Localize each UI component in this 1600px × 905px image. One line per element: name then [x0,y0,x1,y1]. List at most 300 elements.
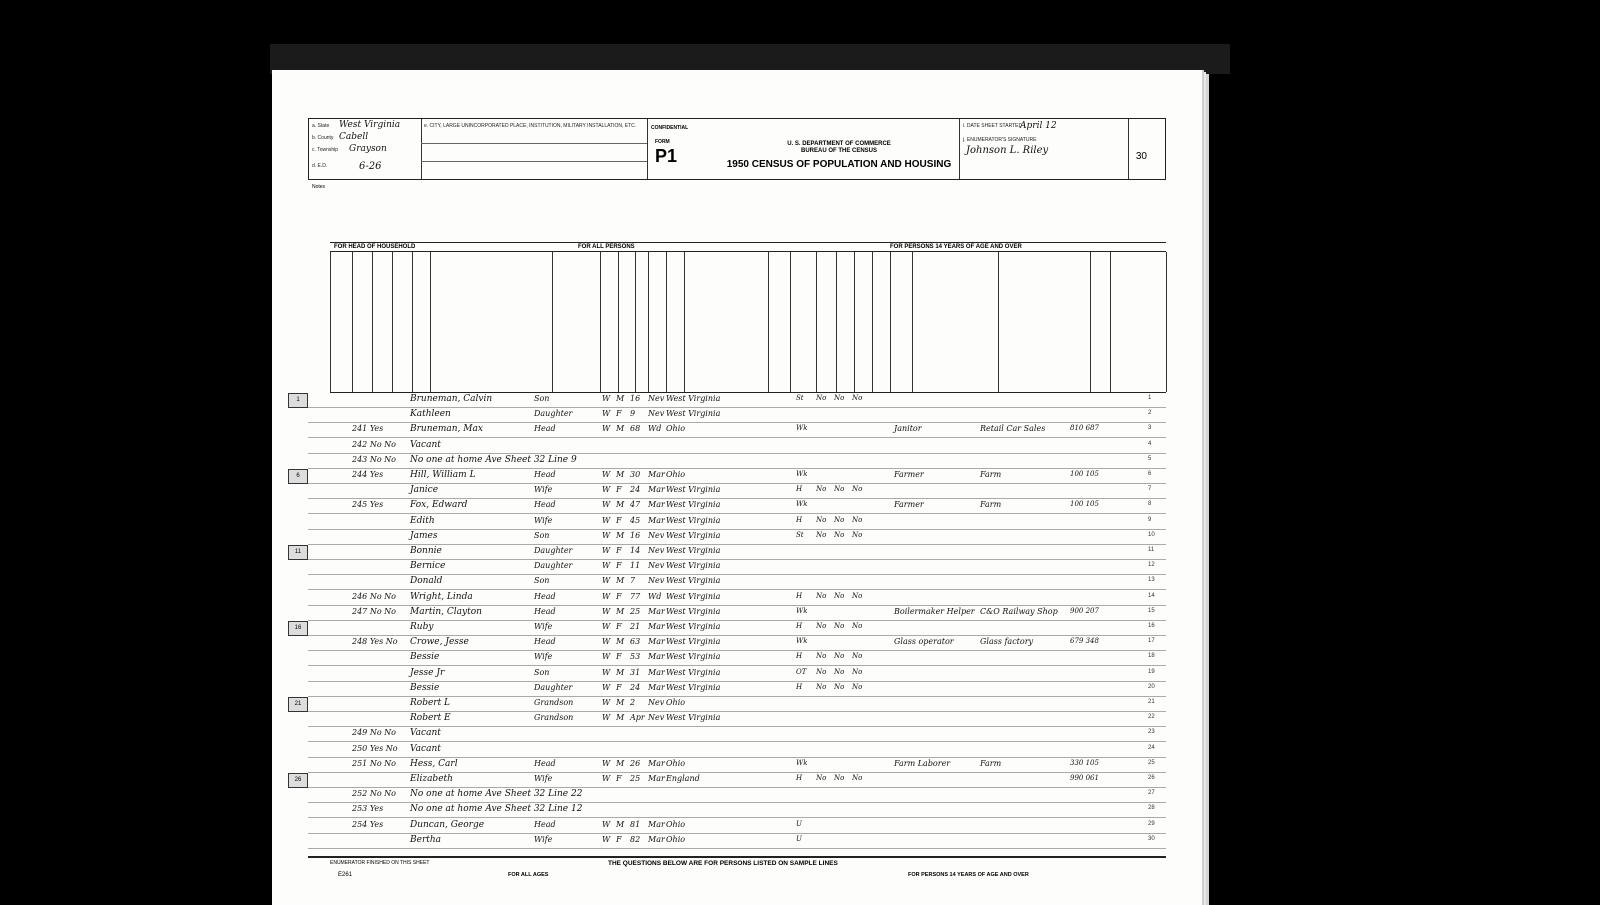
cell-race: W [602,546,611,555]
cell-sex: F [616,485,622,495]
cell-age: 16 [630,530,641,540]
cell-s: No [816,485,827,494]
line-number: 23 [1148,729,1155,736]
cell-w: H [796,622,803,630]
cell-sex: F [616,515,622,525]
cell-s: No [816,667,827,676]
cell-age: 16 [630,394,641,403]
cell-rel: Head [534,637,556,647]
cell-age: 14 [630,546,641,555]
cell-name: Wright, Linda [410,591,473,602]
cell-occ: Glass operator [894,637,954,647]
cell-mar: Nev [648,530,665,540]
cell-age: 30 [630,470,641,479]
cell-mar: Nev [648,713,665,723]
cell-mar: Nev [648,409,665,419]
cell-w: Wk [796,500,808,509]
cell-mar: Mar [648,485,665,495]
cell-u: No [852,515,863,524]
cell-mar: Mar [648,667,665,677]
cell-ind: Retail Car Sales [980,424,1046,434]
cell-mar: Nev [648,576,665,586]
notes-label: Notes [312,184,326,190]
cell-w: H [796,652,803,661]
cell-house: 248 Yes No [352,637,398,647]
line-number: 10 [1148,531,1155,538]
cell-u: No [852,667,863,676]
cell-name: Bertha [410,834,442,845]
cell-w: H [796,682,803,691]
cell-birth: West Virginia [666,530,721,540]
table-row [308,408,1166,423]
cell-name: Kathleen [410,409,451,420]
cell-w: Wk [796,606,808,615]
cell-name: Crowe, Jesse [410,637,469,648]
cell-age: 63 [630,637,641,647]
cell-birth: West Virginia [666,652,721,662]
cell-race: W [602,470,611,479]
location-block: a. State West Virginia b. County Cabell c. Township Grayson d. E.D. 6-26 [309,119,422,179]
cell-sex: M [616,667,625,677]
cell-rel: Head [534,470,556,479]
cell-race: W [602,515,611,525]
cell-sex: F [616,682,622,692]
sample-line-marker: 26 [288,773,308,788]
footer-title: THE QUESTIONS BELOW ARE FOR PERSONS LISTED ON SAMPLE LINES [608,860,838,867]
cell-sex: M [616,606,625,616]
cell-name: Vacant [410,743,441,754]
cell-birth: Ohio [666,834,686,844]
cell-birth: Ohio [666,758,686,768]
footer-stamp: E261 [338,872,353,878]
line-number: 13 [1148,577,1155,584]
cell-sex: M [616,500,625,510]
table-row [308,834,1166,849]
cell-birth: West Virginia [666,637,721,647]
cell-sex: F [616,652,622,662]
cell-rel: Wife [534,652,553,662]
cell-name: No one at home Ave Sheet 32 Line 12 [410,804,583,815]
cell-code: 100 105 [1070,470,1099,478]
cell-w: Wk [796,637,808,646]
line-number: 27 [1148,790,1155,797]
cell-occ: Farm Laborer [894,758,951,768]
cell-race: W [602,591,611,601]
line-number: 21 [1148,699,1155,705]
cell-race: W [602,424,611,434]
table-row [308,712,1166,727]
cell-race: W [602,652,611,662]
line-number: 2 [1148,410,1152,417]
cell-s: No [816,394,827,402]
cell-house: 251 No No [352,758,396,768]
cell-t: No [834,591,845,600]
cell-sex: F [616,546,622,555]
cell-rel: Head [534,819,556,829]
cell-house: 243 No No [352,454,396,464]
cell-w: Wk [796,470,808,478]
cell-rel: Wife [534,834,553,844]
table-row [294,545,1166,560]
line-number: 6 [1148,471,1152,477]
line-number: 12 [1148,562,1155,569]
table-row [308,651,1166,666]
cell-house: 241 Yes [352,424,384,434]
cell-rel: Wife [534,515,553,525]
enumerator-signature: Johnson L. Riley [966,145,1049,156]
cell-race: W [602,530,611,540]
cell-birth: West Virginia [666,500,721,510]
column-headers [330,252,1166,393]
cell-name: Janice [410,485,439,496]
cell-rel: Daughter [534,682,573,692]
table-row [308,788,1166,803]
cell-mar: Mar [648,606,665,616]
line-number: 18 [1148,653,1155,660]
cell-rel: Son [534,576,550,586]
cell-mar: Mar [648,652,665,662]
footer-left-label: ENUMERATOR FINISHED ON THIS SHEET [330,860,430,866]
cell-rel: Head [534,606,556,616]
cell-s: No [816,652,827,661]
line-number: 15 [1148,607,1155,614]
cell-rel: Son [534,394,550,403]
cell-u: No [852,394,863,402]
cell-sex: M [616,713,625,723]
cell-birth: West Virginia [666,591,721,601]
cell-ind: Glass factory [980,637,1034,647]
table-row [308,758,1166,773]
cell-sex: M [616,637,625,647]
cell-birth: West Virginia [666,515,721,525]
cell-age: 82 [630,834,641,844]
state-value: West Virginia [339,120,401,130]
cell-birth: West Virginia [666,561,721,571]
cell-birth: West Virginia [666,546,721,555]
table-row [308,560,1166,575]
cell-w: St [796,394,804,402]
cell-race: W [602,637,611,647]
table-row [294,697,1166,712]
cell-race: W [602,576,611,586]
cell-age: 7 [630,576,636,586]
cell-race: W [602,622,611,631]
cell-age: 68 [630,424,641,434]
sample-section [308,856,1166,905]
cell-mar: Mar [648,774,665,783]
cell-race: W [602,682,611,692]
cell-mar: Mar [648,500,665,510]
cell-s: No [816,591,827,600]
table-row [308,803,1166,818]
cell-name: Duncan, George [410,819,485,830]
cell-house: 253 Yes [352,804,384,814]
cell-age: 2 [630,698,636,707]
cell-sex: M [616,424,625,434]
cell-mar: Nev [648,561,665,571]
cell-mar: Mar [648,758,665,768]
cell-sex: F [616,834,622,844]
cell-t: No [834,622,845,630]
cell-house: 244 Yes [352,470,384,479]
cell-age: 11 [630,561,641,571]
table-row [308,454,1166,469]
cell-age: 53 [630,652,641,662]
cell-sex: F [616,409,622,419]
band-head: FOR HEAD OF HOUSEHOLD [334,244,416,250]
cell-sex: F [616,561,622,571]
table-row [294,773,1166,788]
cell-ind: Farm [980,500,1002,510]
date-value: April 12 [1020,121,1057,131]
cell-t: No [834,515,845,524]
line-number: 19 [1148,668,1155,675]
table-row [296,393,1166,408]
cell-house: 242 No No [352,439,396,449]
cell-rel: Head [534,424,556,434]
cell-age: 25 [630,606,641,616]
cell-race: W [602,606,611,616]
cell-t: No [834,652,845,661]
sample-line-marker: 16 [288,621,308,636]
table-row [308,682,1166,697]
column-band [330,242,1166,252]
line-number: 8 [1148,501,1152,508]
cell-race: W [602,409,611,419]
cell-mar: Nev [648,394,665,403]
line-number: 4 [1148,440,1152,447]
cell-mar: Mar [648,819,665,829]
cell-ind: Farm [980,470,1002,479]
sample-line-marker: 21 [288,697,308,712]
cell-name: Bruneman, Calvin [410,394,493,404]
cell-house: 245 Yes [352,500,384,510]
cell-age: 77 [630,591,641,601]
cell-rel: Daughter [534,546,573,555]
cell-u: No [852,485,863,494]
cell-mar: Wd [648,424,662,434]
cell-code: 330 105 [1070,758,1099,767]
cell-sex: M [616,576,625,586]
cell-age: 24 [630,485,641,495]
line-number: 29 [1148,820,1155,827]
cell-sex: M [616,819,625,829]
table-row [308,636,1166,651]
sample-line-marker: 6 [288,469,308,484]
line-number: 24 [1148,744,1155,751]
cell-race: W [602,698,611,707]
cell-birth: West Virginia [666,622,721,631]
cell-race: W [602,713,611,723]
sample-line-marker: 11 [288,545,308,560]
line-number: 30 [1148,835,1155,842]
cell-u: No [852,774,863,782]
cell-name: Vacant [410,439,441,450]
form-code: P1 [655,146,678,166]
cell-rel: Daughter [534,409,573,419]
cell-w: Wk [796,758,808,767]
cell-name: Robert E [410,713,451,724]
cell-rel: Son [534,530,550,540]
cell-t: No [834,682,845,691]
cell-sex: M [616,394,625,403]
form-title: 1950 CENSUS OF POPULATION AND HOUSING [726,159,952,170]
cell-name: Hess, Carl [410,758,458,769]
footer-all-ages: FOR ALL AGES [508,872,549,878]
table-row [308,515,1166,530]
cell-house: 246 No No [352,591,396,601]
cell-name: Fox, Edward [410,500,468,511]
cell-name: Hill, William L [410,470,476,480]
cell-s: No [816,515,827,524]
cell-w: H [796,515,803,524]
cell-race: W [602,500,611,510]
cell-mar: Nev [648,546,665,555]
cell-u: No [852,622,863,630]
cell-race: W [602,485,611,495]
cell-t: No [834,667,845,676]
cell-rel: Head [534,758,556,768]
table-row [308,727,1166,742]
table-row [308,575,1166,590]
cell-mar: Mar [648,682,665,692]
cell-age: 81 [630,819,641,829]
cell-name: No one at home Ave Sheet 32 Line 22 [410,789,583,800]
county-value: Cabell [339,132,369,142]
footer-age-14: FOR PERSONS 14 YEARS OF AGE AND OVER [908,872,1029,878]
table-row [308,499,1166,514]
cell-s: No [816,530,827,539]
line-number: 28 [1148,805,1155,812]
table-row [308,667,1166,682]
cell-ind: Farm [980,758,1002,768]
cell-race: W [602,774,611,783]
cell-age: 25 [630,774,641,783]
cell-code: 810 687 [1070,424,1099,433]
census-rows [294,393,1166,853]
cell-code: 100 105 [1070,500,1099,509]
cell-u: No [852,591,863,600]
table-row [308,606,1166,621]
census-sheet [272,70,1202,905]
cell-s: No [816,682,827,691]
cell-race: W [602,834,611,844]
cell-birth: West Virginia [666,682,721,692]
cell-birth: Ohio [666,819,686,829]
cell-name: Elizabeth [410,774,453,784]
cell-occ: Boilermaker Helper [894,606,975,616]
cell-w: U [796,834,802,843]
cell-birth: West Virginia [666,667,721,677]
line-number: 1 [1148,395,1152,401]
cell-birth: West Virginia [666,576,721,586]
cell-code: 900 207 [1070,606,1099,615]
cell-w: U [796,819,802,828]
cell-rel: Head [534,591,556,601]
cell-code: 679 348 [1070,637,1099,646]
cell-race: W [602,394,611,403]
cell-name: Edith [410,515,435,526]
cell-rel: Head [534,500,556,510]
cell-rel: Daughter [534,561,573,571]
cell-birth: Ohio [666,470,686,479]
table-row [296,469,1166,484]
table-row [308,423,1166,438]
form-header [308,118,1166,180]
cell-occ: Janitor [894,424,922,434]
line-number: 22 [1148,714,1155,721]
cell-house: 249 No No [352,728,396,738]
cell-birth: West Virginia [666,409,721,419]
cell-code: 990 061 [1070,774,1099,782]
cell-sex: F [616,774,622,783]
ed-value: 6-26 [359,161,382,172]
table-row [308,591,1166,606]
cell-sex: M [616,758,625,768]
cell-mar: Mar [648,834,665,844]
cell-w: Wk [796,424,808,433]
cell-age: Apr [630,713,645,723]
cell-birth: Ohio [666,424,686,434]
cell-race: W [602,819,611,829]
cell-name: Bonnie [410,546,442,556]
cell-age: 21 [630,622,641,631]
line-number: 16 [1148,623,1155,629]
table-row [308,530,1166,545]
cell-mar: Nev [648,698,665,707]
cell-house: 252 No No [352,789,396,799]
cell-birth: England [666,774,700,783]
line-number: 25 [1148,759,1155,766]
cell-rel: Grandson [534,698,574,707]
cell-name: James [410,530,438,541]
cell-age: 26 [630,758,641,768]
cell-u: No [852,652,863,661]
cell-name: Bessie [410,652,440,663]
cell-rel: Wife [534,485,553,495]
cell-birth: West Virginia [666,713,721,723]
cell-birth: West Virginia [666,394,721,403]
table-row [308,819,1166,834]
cell-mar: Mar [648,637,665,647]
township-value: Grayson [349,144,387,154]
band-all: FOR ALL PERSONS [578,244,635,250]
cell-u: No [852,530,863,539]
cell-house: 254 Yes [352,819,384,829]
cell-race: W [602,667,611,677]
cell-sex: F [616,622,622,631]
cell-name: Bruneman, Max [410,424,483,435]
cell-race: W [602,758,611,768]
cell-race: W [602,561,611,571]
line-number: 17 [1148,638,1155,645]
cell-birth: West Virginia [666,606,721,616]
line-number: 20 [1148,683,1155,690]
cell-t: No [834,394,845,402]
cell-birth: Ohio [666,698,686,707]
cell-house: 250 Yes No [352,743,398,753]
cell-occ: Farmer [894,470,924,479]
cell-occ: Farmer [894,500,924,510]
cell-mar: Mar [648,515,665,525]
department-name: U. S. DEPARTMENT OF COMMERCE [787,141,891,147]
cell-age: 24 [630,682,641,692]
cell-mar: Mar [648,622,665,631]
census-form [294,118,1166,905]
cell-age: 45 [630,515,641,525]
line-number: 5 [1148,455,1152,462]
table-row [308,484,1166,499]
